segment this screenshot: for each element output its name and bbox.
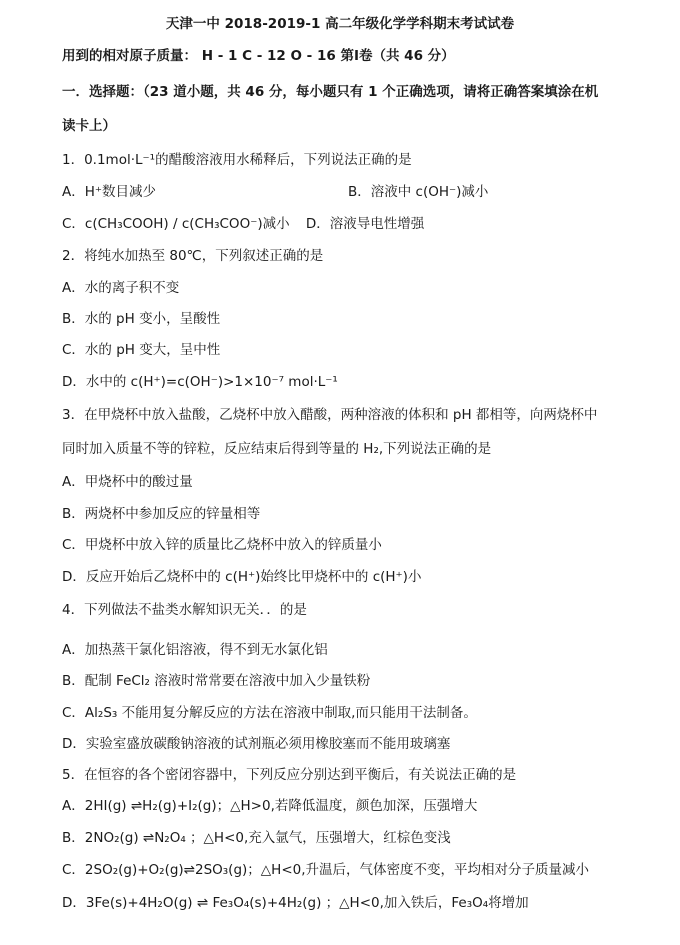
question-3-stem-line2: 同时加入质量不等的锌粒，反应结束后得到等量的 H₂,下列说法正确的是: [62, 441, 492, 457]
question-2-option-c: C．水的 pH 变大，呈中性: [62, 342, 221, 358]
question-4-option-d: D．实验室盛放碳酸钠溶液的试剂瓶必须用橡胶塞而不能用玻璃塞: [62, 736, 451, 752]
question-5-option-d: D．3Fe(s)+4H₂O(g) ⇌ Fe₃O₄(s)+4H₂(g) ；△H<0,加入铁后，Fe₃O₄将增加: [62, 895, 529, 911]
question-3-option-b: B．两烧杯中参加反应的锌量相等: [62, 506, 261, 522]
question-3-option-a: A．甲烧杯中的酸过量: [62, 474, 193, 490]
question-2-option-d: D．水中的 c(H⁺)=c(OH⁻)>1×10⁻⁷ mol·L⁻¹: [62, 374, 338, 390]
question-5-option-b: B．2NO₂(g) ⇌N₂O₄ ；△H<0,充入氩气，压强增大，红棕色变浅: [62, 830, 451, 846]
question-1-option-c: C．c(CH₃COOH) / c(CH₃COO⁻)减小: [62, 216, 290, 232]
section-heading-line2: 读卡上）: [62, 118, 116, 134]
question-2-option-a: A．水的离子积不变: [62, 280, 180, 296]
question-5-option-a: A．2HI(g) ⇌H₂(g)+I₂(g)；△H>0,若降低温度，颜色加深，压强增大: [62, 798, 478, 814]
question-1-options-cd: [62, 214, 640, 234]
question-1-option-b: B．溶液中 c(OH⁻)减小: [348, 184, 489, 200]
question-1-stem: 1．0.1mol·L⁻¹的醋酸溶液用水稀释后，下列说法正确的是: [62, 152, 412, 168]
question-4-option-b: B．配制 FeCl₂ 溶液时常常要在溶液中加入少量铁粉: [62, 673, 371, 689]
question-4-option-c: C．Al₂S₃ 不能用复分解反应的方法在溶液中制取,而只能用干法制备。: [62, 705, 477, 721]
question-1-option-a: A．H⁺数目减少: [62, 184, 157, 200]
question-2-option-b: B．水的 pH 变小，呈酸性: [62, 311, 221, 327]
question-3-option-d: D．反应开始后乙烧杯中的 c(H⁺)始终比甲烧杯中的 c(H⁺)小: [62, 569, 422, 585]
question-4-stem: 4．下列做法不盐类水解知识无关．．的是: [62, 602, 307, 618]
atomic-masses-line: 用到的相对原子质量： H - 1 C - 12 O - 16 第Ⅰ卷（共 46 分）: [62, 48, 455, 64]
question-2-stem: 2．将纯水加热至 80℃，下列叙述正确的是: [62, 248, 324, 264]
question-1-options-ab: [62, 182, 640, 202]
question-5-option-c: C．2SO₂(g)+O₂(g)⇌2SO₃(g)；△H<0,升温后，气体密度不变，平均相对分子质量减小: [62, 862, 590, 878]
question-3-stem-line1: 3．在甲烧杯中放入盐酸，乙烧杯中放入醋酸，两种溶液的体积和 pH 都相等，向两烧杯中: [62, 407, 598, 423]
section-heading-line1: 一．选择题：（23 道小题，共 46 分，每小题只有 1 个正确选项，请将正确答案填涂在机: [62, 84, 599, 100]
question-1-option-d: D．溶液导电性增强: [305, 216, 425, 232]
exam-title: 天津一中 2018-2019-1 高二年级化学学科期末考试试卷: [165, 16, 515, 32]
question-4-option-a: A．加热蒸干氯化铝溶液，得不到无水氯化铝: [62, 642, 328, 658]
question-5-stem: 5．在恒容的各个密闭容器中，下列反应分别达到平衡后，有关说法正确的是: [62, 767, 517, 783]
question-3-option-c: C．甲烧杯中放入锌的质量比乙烧杯中放入的锌质量小: [62, 537, 382, 553]
